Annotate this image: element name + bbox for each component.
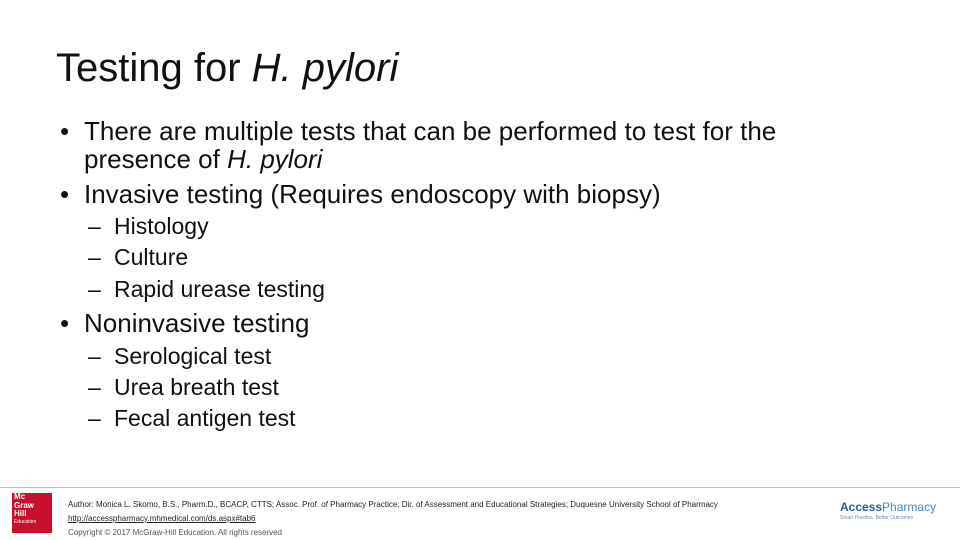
footer-divider xyxy=(0,487,960,488)
bullet-text-line1: There are multiple tests that can be performed to test for the xyxy=(84,116,777,146)
bullet-organism: H. pylori xyxy=(227,144,323,174)
sub-bullet-histology: – Histology xyxy=(88,213,209,239)
brand-access: Access xyxy=(840,500,883,514)
sub-mark: – xyxy=(88,244,101,270)
sub-mark: – xyxy=(88,213,101,239)
bullet-noninvasive-testing xyxy=(60,308,310,338)
sub-bullet-fecal-antigen: – Fecal antigen test xyxy=(88,405,296,431)
accesspharmacy-logo xyxy=(840,500,952,526)
sub-bullet-serological: – Serological test xyxy=(88,343,272,369)
bullet-mark: • xyxy=(60,308,70,338)
sub-mark: – xyxy=(88,343,101,369)
title-organism: H. pylori xyxy=(251,46,399,90)
bullet-invasive-testing xyxy=(60,179,661,209)
author-credit: Author: Monica L. Skomo, B.S., Pharm.D., BCACP, CTTS; Assoc. Prof. of Pharmacy Practice; Dir. of Assessment and Educational Strategies; Duquesne University School of Pharmacy xyxy=(68,500,718,509)
bullet-text-line2: presence of xyxy=(84,144,228,174)
brand-pharmacy: Pharmacy xyxy=(882,500,937,514)
bullet-text: Noninvasive testing xyxy=(84,308,310,338)
bullet-multiple-tests xyxy=(60,116,777,174)
sub-bullet-urea-breath: – Urea breath test xyxy=(88,374,279,400)
sub-mark: – xyxy=(88,405,101,431)
sub-bullet-culture: – Culture xyxy=(88,244,189,270)
source-link[interactable]: http://accesspharmacy.mhmedical.com/ds.aspx#tab6 xyxy=(68,514,256,523)
footer-credits xyxy=(68,498,718,540)
sub-bullet-rapid-urease: – Rapid urease testing xyxy=(88,276,325,302)
copyright-text: Copyright © 2017 McGraw-Hill Education. All rights reserved xyxy=(68,528,282,537)
mcgraw-hill-logo: Mc Graw Hill Education xyxy=(12,493,52,533)
sub-mark: – xyxy=(88,276,101,302)
bullet-mark: • xyxy=(60,116,70,146)
sub-mark: – xyxy=(88,374,101,400)
bullet-text: Invasive testing (Requires endoscopy with biopsy) xyxy=(84,179,661,209)
slide-title: Testing for H. pylori xyxy=(56,46,399,90)
bullet-mark: • xyxy=(60,179,70,209)
brand-tagline: Smart Practice. Better Outcomes xyxy=(840,515,914,521)
